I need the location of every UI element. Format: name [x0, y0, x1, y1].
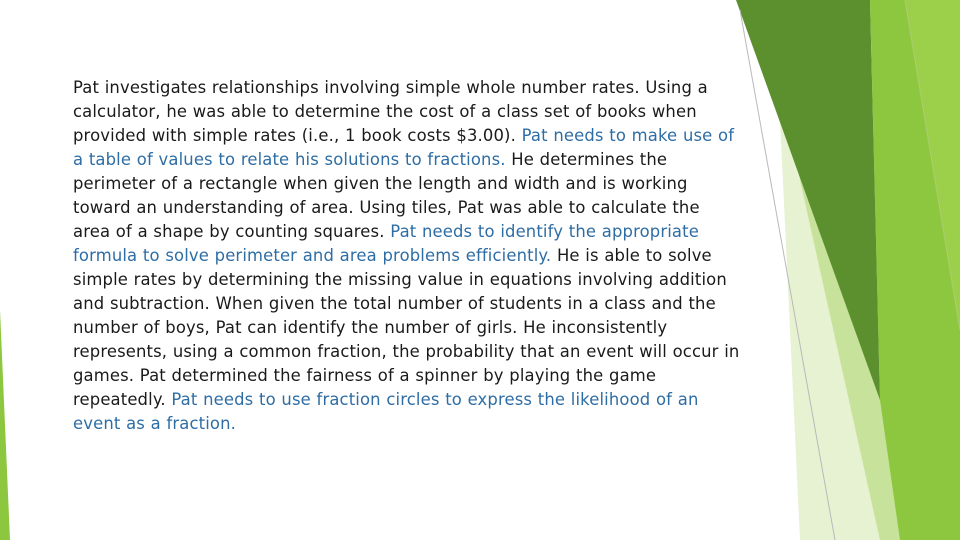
body-paragraph	[73, 76, 741, 436]
paragraph-segment: He determines the perimeter of a rectangle when given the length and width and is working toward an understanding of area. Using tiles, Pat was able to calculate the area of a shape by counting squares.	[73, 150, 700, 241]
paragraph-segment-highlight: Pat needs to identify the appropriate formula to solve perimeter and area problems efficiently.	[73, 222, 699, 265]
paragraph-segment-highlight: Pat needs to make use of a table of values to relate his solutions to fractions.	[73, 126, 735, 169]
paragraph-segment: He is able to solve simple rates by determining the missing value in equations involving addition and subtraction. When given the total number of students in a class and the number of boys, Pat can identify the number of girls. He inconsistently represents, using a common fraction, the probability that an event will occur in games. Pat determined the fairness of a spinner by playing the game repeatedly.	[73, 246, 740, 409]
paragraph-segment-highlight: Pat needs to use fraction circles to express the likelihood of an event as a fraction.	[73, 390, 699, 433]
paragraph-segment: Pat investigates relationships involving simple whole number rates. Using a calculator, he was able to determine the cost of a class set of books when provided with simple rates (i.e., 1 book costs $3.00).	[73, 78, 708, 145]
left-edge-sliver	[0, 310, 10, 540]
